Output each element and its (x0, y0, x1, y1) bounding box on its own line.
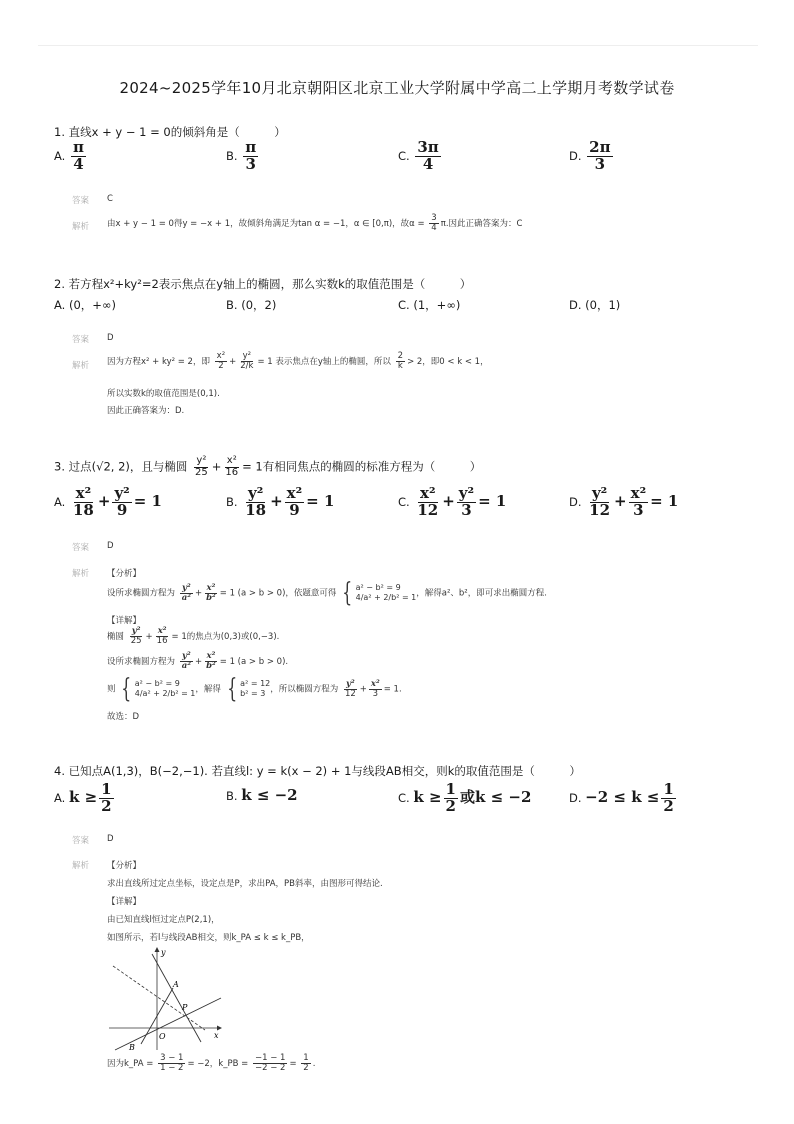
q1-answer-label: 答案 (72, 196, 90, 206)
q2-line1-text-a: 因为方程x² + ky² = 2，即 (107, 356, 210, 367)
q3-s4-text-a: 椭圆 (107, 631, 125, 642)
q4-s6-text-c: = (289, 1058, 297, 1069)
q2-answer: D (107, 333, 114, 343)
q1-analysis-num: 3 (431, 213, 437, 223)
q2-f3-num: 2 (397, 351, 404, 361)
q3-s4: 椭圆 $\frac{\text{y²}}{25}$ + $\frac{\text{x²}}{16}$ = 1的焦点为(0,3)或(0,−3). (107, 626, 280, 646)
q3-option-d-n1: y² (591, 484, 608, 502)
q4-s6-f2-num: −1 − 1 (254, 1053, 286, 1063)
q1-option-a-den: 4 (73, 154, 84, 173)
q4-option-c-text-a: k ≥ (413, 787, 442, 806)
q4-option-c-den: 2 (445, 796, 456, 815)
q3-s4-text-b: = 1的焦点为(0,3)或(0,−3). (171, 631, 280, 642)
q1-option-d-num: 2π (589, 138, 611, 156)
q2-option-c-text: (1，+∞) (413, 298, 461, 312)
q2-option-a (54, 297, 116, 313)
q2-line1-text-c: > 2，即0 < k < 1， (407, 356, 489, 367)
q1-option-c-den: 4 (422, 154, 434, 173)
q3-option-c-n1: x² (420, 484, 436, 502)
q2-option-d-letter: D. (569, 298, 582, 312)
q2-option-b-letter: B. (226, 298, 238, 312)
q1-analysis-text: 由x + y − 1 = 0得y = −x + 1，故倾斜角满足为tan α = −1，α ∈ [0,π)，故α = (107, 218, 425, 229)
q2-analysis-label: 解析 (72, 361, 90, 371)
q3-option-a-n1: x² (75, 484, 92, 502)
q4-option-d-letter: D. (569, 790, 582, 805)
q2-option-a-letter: A. (54, 298, 66, 312)
q4-answer-label: 答案 (72, 836, 90, 846)
q4-s6-f1-num: 3 − 1 (160, 1053, 184, 1063)
q3-s6-sys-row1: a² − b² = 9 (134, 679, 180, 688)
q4-figure (105, 942, 230, 1054)
q3-stem-text-b: = 1有相同焦点的椭圆的标准方程为（ ） (242, 459, 482, 474)
q3-answer-label: 答案 (72, 543, 90, 553)
q3-s6-f1-num: y² (346, 678, 355, 689)
q4-s6-f3-den: 2 (303, 1062, 309, 1073)
q3-option-a-letter: A. (54, 494, 66, 509)
q4-option-d-text: −2 ≤ k ≤ (585, 787, 660, 806)
q2-f1-den: 2 (218, 360, 224, 371)
q4-option-a-text: k ≥ (68, 787, 98, 806)
q4-option-d (569, 782, 678, 815)
q3-stem-f2-den: 16 (225, 466, 239, 478)
q2-analysis-line2: 所以实数k的取值范围是(0,1). (107, 389, 220, 399)
q3-s6-f2-num: x² (370, 678, 380, 689)
q1-option-b (226, 140, 260, 173)
q4-option-b-letter: B. (226, 789, 238, 803)
q1-option-a-num: π (72, 138, 84, 156)
q3-s2-text-b: = 1 (a > b > 0)，依题意可得 (219, 588, 337, 599)
top-divider (38, 45, 758, 46)
q3-option-d-d2: 3 (633, 500, 644, 519)
q3-option-a-d1: 18 (72, 500, 94, 519)
q3-s2: 设所求椭圆方程为 $\frac{\text{y²}}{\text{a²}}$ + $\frac{\text{x²}}{\text{b²}}$ = 1 (a > b > 0)，依题意可得 { a² − b² = 9 4/a² + 2/b² = 1 ，解得a²、b²，即可求出椭圆方程. (107, 578, 547, 608)
q3-option-b-letter: B. (226, 494, 238, 509)
page-title: 2024~2025学年10月北京朝阳区北京工业大学附属中学高二上学期月考数学试卷 (119, 79, 675, 97)
q3-s6-f1-den: 12 (344, 688, 356, 699)
q3-option-b: B. $\frac{\text{y²}}{18}$ + $\frac{\text{x²}}{9}$ = 1 (226, 484, 335, 519)
q1-option-d (569, 140, 615, 173)
q3-option-c-d1: 12 (417, 500, 439, 519)
q2-option-d (569, 297, 620, 313)
q4-s6 (107, 1054, 315, 1073)
q4-s6-text-d: . (312, 1058, 316, 1069)
q1-analysis-tail: π.因此正确答案为：C (440, 218, 523, 229)
q3-option-b-n2: x² (286, 484, 303, 502)
x-axis-arrow (217, 1026, 222, 1031)
q2-answer-label: 答案 (72, 335, 90, 345)
q3-stem-f2-num: x² (226, 455, 237, 466)
q4-option-a (54, 782, 116, 815)
q2-stem: 2. 若方程x²+ky²=2表示焦点在y轴上的椭圆，那么实数k的取值范围是（ ） (54, 277, 472, 291)
q4-s6-text-a: 因为k_PA = (107, 1058, 154, 1069)
q4-stem: 4. 已知点A(1,3)，B(−2,−1). 若直线l: y = k(x − 2) + 1与线段AB相交，则k的取值范围是（ ） (54, 764, 581, 778)
q4-option-c-text-b: 或k ≤ −2 (459, 787, 532, 806)
q3-option-a-n2: y² (114, 484, 130, 502)
q3-s4-f1-den: 25 (130, 635, 142, 646)
dashed-line (113, 966, 205, 1030)
q3-option-d-n2: x² (630, 484, 647, 502)
q3-s6-text-d: = 1. (383, 684, 402, 695)
label-a: A (173, 980, 179, 989)
q2-option-c-letter: C. (398, 298, 410, 312)
q1-option-a (54, 140, 88, 173)
q3-s2-text-a: 设所求椭圆方程为 (107, 588, 176, 599)
q3-stem-f1-den: 25 (195, 466, 208, 478)
q3-s6-f2-den: 3 (372, 688, 379, 699)
label-p: P (182, 1003, 188, 1012)
q3-s2-text-c: ，解得a²、b²，即可求出椭圆方程. (416, 588, 547, 599)
q3-s7: 故选：D (107, 712, 140, 722)
q4-option-c-letter: C. (398, 790, 410, 805)
q4-s6-f1-den: 1 − 2 (160, 1062, 184, 1073)
q2-f1-num: x² (216, 351, 226, 361)
q3-stem: 3. 过点(√2, 2)，且与椭圆 $\frac{\text{y²}}{25}$ + $\frac{\text{x²}}{16}$ = 1有相同焦点的椭圆的标准方程为（ ） (54, 455, 482, 478)
q1-analysis (107, 214, 522, 233)
q3-s4-f2-den: 16 (156, 635, 168, 646)
q4-s6-text-b: = −2，k_PB = (187, 1058, 249, 1069)
q3-analysis-label: 解析 (72, 569, 90, 579)
q4-s2: 求出直线所过定点坐标，设定点是P，求出PA，PB斜率，由图形可得结论. (107, 879, 383, 889)
q1-option-a-letter: A. (54, 148, 66, 163)
q3-s6-text-a: 则 (107, 684, 116, 695)
q2-option-a-text: (0，+∞) (68, 298, 116, 312)
q3-s1: 【分析】 (107, 569, 142, 579)
q3-stem-f1-num: y² (196, 455, 207, 466)
q3-s6-sys2-row1: a² = 12 (240, 679, 271, 688)
q3-option-b-d2: 9 (289, 500, 300, 519)
q1-option-c (398, 140, 443, 173)
q3-option-d: D. $\frac{\text{y²}}{12}$ + $\frac{\text{x²}}{3}$ = 1 (569, 484, 679, 519)
q1-analysis-label: 解析 (72, 222, 90, 232)
label-x: x (214, 1031, 219, 1040)
q3-option-c: C. $\frac{\text{x²}}{12}$ + $\frac{\text{y²}}{3}$ = 1 (398, 484, 507, 519)
q4-option-c (398, 782, 531, 815)
q1-stem: 1. 直线x + y − 1 = 0的倾斜角是（ ） (54, 125, 286, 139)
q4-option-c-num: 1 (445, 780, 456, 798)
q4-s3: 【详解】 (107, 897, 142, 907)
q3-s2-sys-row1: a² − b² = 9 (355, 583, 401, 592)
q4-option-b-text: k ≤ −2 (241, 786, 298, 804)
q3-option-c-n2: y² (458, 484, 475, 502)
q3-s4-f2-num: x² (157, 626, 167, 636)
q2-analysis-line1: 因为方程x² + ky² = 2，即 $\frac{\text{x²}}{2}$ + $\frac{\text{y²}}{2/k}$ = 1 表示焦点在y轴上的椭圆，所以 $\frac{2}{k}$ > 2，即0 < k < 1， (107, 351, 489, 371)
q3-s5-text-a: 设所求椭圆方程为 (107, 656, 176, 667)
q3-s3: 【详解】 (107, 616, 142, 626)
q3-s5-text-b: = 1 (a > b > 0). (219, 656, 289, 667)
q2-option-c (398, 297, 460, 313)
q4-s6-f2-den: −2 − 2 (254, 1062, 286, 1073)
q4-option-d-den: 2 (663, 796, 674, 815)
q3-stem-text-a: 3. 过点(√2, 2)，且与椭圆 (54, 459, 188, 474)
q3-option-d-d1: 12 (589, 500, 611, 519)
q2-analysis-line3: 因此正确答案为：D. (107, 406, 185, 416)
q4-option-a-den: 2 (101, 796, 112, 815)
q3-s2-sys-row2: 4/a² + 2/b² = 1 (355, 593, 417, 602)
q4-option-b (226, 786, 298, 804)
q1-option-d-letter: D. (569, 148, 582, 163)
q3-s6-text-c: ，所以椭圆方程为 (270, 684, 339, 695)
q3-option-c-d2: 3 (461, 500, 472, 519)
q2-option-d-text: (0，1) (585, 298, 621, 312)
q3-option-d-letter: D. (569, 494, 582, 509)
q4-s6-f3-num: 1 (303, 1053, 309, 1063)
q2-option-b-text: (0，2) (241, 298, 277, 312)
q3-s6-text-b: ，解得 (195, 684, 221, 695)
q1-option-c-letter: C. (398, 148, 410, 163)
q2-f2-den: 2/k (240, 360, 254, 371)
q4-s5: 如图所示，若l与线段AB相交，则k_PA ≤ k ≤ k_PB， (107, 933, 310, 943)
q3-option-b-d1: 18 (245, 500, 267, 519)
y-axis-arrow (155, 947, 160, 952)
q1-answer: C (107, 194, 113, 204)
q3-s5: 设所求椭圆方程为 $\frac{\text{y²}}{\text{a²}}$ + $\frac{\text{x²}}{\text{b²}}$ = 1 (a > b > 0). (107, 651, 289, 671)
q4-analysis-label: 解析 (72, 861, 90, 871)
q2-f2-num: y² (242, 351, 252, 361)
q4-answer: D (107, 834, 114, 844)
q2-option-b (226, 297, 276, 313)
q2-f3-den: k (397, 360, 403, 371)
q4-option-a-num: 1 (101, 780, 112, 798)
q4-s4: 由已知直线l恒过定点P(2,1)， (107, 915, 220, 925)
q3-answer: D (107, 541, 114, 551)
q3-option-a-d2: 9 (116, 500, 128, 519)
label-b: B (129, 1043, 135, 1052)
q1-analysis-den: 4 (431, 222, 437, 233)
q4-s1: 【分析】 (107, 861, 142, 871)
q4-option-d-num: 1 (663, 780, 674, 798)
q2-line1-text-b: 表示焦点在y轴上的椭圆，所以 (275, 356, 391, 367)
q3-s6-sys-row2: 4/a² + 2/b² = 1 (134, 689, 196, 698)
q3-option-b-n1: y² (247, 484, 264, 502)
q3-s6-sys2-row2: b² = 3 (240, 689, 266, 698)
q1-option-b-letter: B. (226, 148, 238, 163)
label-o: O (159, 1032, 166, 1041)
q1-option-c-num: 3π (417, 138, 439, 156)
q3-s6: 则 { a² − b² = 9 4/a² + 2/b² = 1 ，解得 { a² = 12 b² = 3 ，所以椭圆方程为 $\frac{\text{y²}}{12}$ + $\frac{\text{x²}}{3}$ = 1. (107, 674, 402, 704)
q2-eq1: = 1 (257, 356, 273, 367)
q3-option-a: A. $\frac{\text{x²}}{18}$ + $\frac{\text{y²}}{9}$ = 1 (54, 484, 162, 519)
q4-option-a-letter: A. (54, 790, 66, 805)
q3-option-c-letter: C. (398, 494, 410, 509)
q1-option-b-num: π (245, 138, 257, 156)
q1-option-b-den: 3 (245, 154, 256, 173)
q3-s4-f1-num: y² (131, 626, 141, 636)
q1-option-d-den: 3 (594, 154, 606, 173)
label-y: y (161, 948, 166, 957)
